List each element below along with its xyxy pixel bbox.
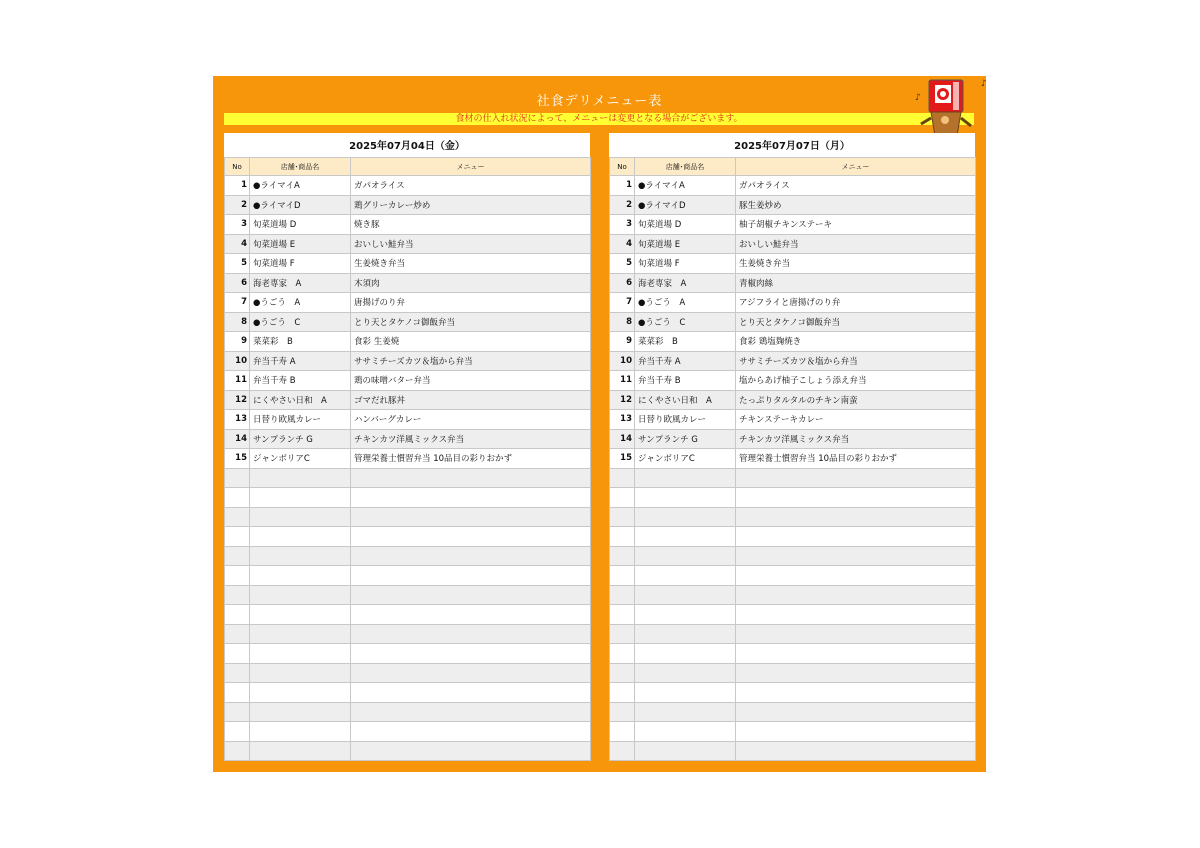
empty-cell [250, 585, 351, 605]
empty-cell [610, 585, 635, 605]
row-no: 6 [225, 273, 250, 293]
table-row [610, 293, 976, 313]
row-no: 5 [225, 254, 250, 274]
empty-row [610, 702, 976, 722]
row-store: 菜菜彩 B [635, 332, 736, 352]
row-no: 14 [610, 429, 635, 449]
empty-cell [610, 507, 635, 527]
svg-text:♪: ♪ [981, 79, 987, 89]
row-store: 日替り欧風カレー [250, 410, 351, 430]
row-menu: アジフライと唐揚げのり弁 [736, 293, 976, 313]
empty-cell [250, 527, 351, 547]
empty-row [225, 468, 591, 488]
row-no: 2 [225, 195, 250, 215]
header-menu: メニュー [736, 158, 976, 176]
empty-row [225, 702, 591, 722]
empty-cell [736, 605, 976, 625]
menu-panel-left [224, 133, 590, 760]
empty-row [610, 566, 976, 586]
row-store: 旬菜道場 E [635, 234, 736, 254]
row-menu: チキンステーキカレー [736, 410, 976, 430]
row-store: ●うごう A [635, 293, 736, 313]
row-no: 12 [610, 390, 635, 410]
row-store: 菜菜彩 B [250, 332, 351, 352]
row-menu: 焼き豚 [351, 215, 591, 235]
empty-cell [635, 468, 736, 488]
table-row [225, 429, 591, 449]
empty-cell [736, 624, 976, 644]
empty-row [610, 624, 976, 644]
row-menu: 管理栄養士慣習弁当 10品目の彩りおかず [351, 449, 591, 469]
row-menu: とり天とタケノコ御飯弁当 [351, 312, 591, 332]
row-no: 2 [610, 195, 635, 215]
empty-cell [635, 741, 736, 761]
table-row [610, 332, 976, 352]
row-menu: ササミチーズカツ＆塩から弁当 [736, 351, 976, 371]
empty-cell [736, 663, 976, 683]
row-menu: 木須肉 [351, 273, 591, 293]
row-no: 4 [225, 234, 250, 254]
empty-row [225, 722, 591, 742]
row-no: 6 [610, 273, 635, 293]
row-store: ●ライマイA [250, 176, 351, 196]
empty-cell [736, 722, 976, 742]
table-row [225, 351, 591, 371]
row-store: 海老専家 A [250, 273, 351, 293]
row-store: ●ライマイA [635, 176, 736, 196]
row-no: 7 [225, 293, 250, 313]
table-row [225, 195, 591, 215]
empty-cell [610, 722, 635, 742]
table-row [225, 390, 591, 410]
empty-cell [351, 546, 591, 566]
empty-row [225, 605, 591, 625]
row-menu: ゴマだれ豚丼 [351, 390, 591, 410]
empty-cell [250, 683, 351, 703]
empty-cell [225, 663, 250, 683]
empty-cell [250, 468, 351, 488]
empty-row [225, 527, 591, 547]
empty-cell [351, 644, 591, 664]
empty-cell [225, 527, 250, 547]
empty-cell [635, 644, 736, 664]
empty-row [610, 644, 976, 664]
empty-cell [351, 683, 591, 703]
empty-row [225, 644, 591, 664]
row-store: サンプランチ G [250, 429, 351, 449]
header-store: 店舗･商品名 [635, 158, 736, 176]
table-row [610, 429, 976, 449]
row-store: ●ライマイD [250, 195, 351, 215]
row-store: にくやさい日和 A [250, 390, 351, 410]
row-menu: ガパオライス [736, 176, 976, 196]
empty-cell [736, 527, 976, 547]
empty-cell [610, 468, 635, 488]
empty-row [225, 488, 591, 508]
empty-cell [736, 644, 976, 664]
row-menu: ササミチーズカツ＆塩から弁当 [351, 351, 591, 371]
table-row [610, 195, 976, 215]
empty-cell [635, 546, 736, 566]
empty-cell [351, 722, 591, 742]
empty-cell [635, 488, 736, 508]
empty-row [610, 663, 976, 683]
empty-cell [736, 507, 976, 527]
empty-cell [351, 624, 591, 644]
row-store: ●うごう C [250, 312, 351, 332]
row-no: 15 [610, 449, 635, 469]
row-menu: 生姜焼き弁当 [351, 254, 591, 274]
table-row [610, 273, 976, 293]
header-store: 店舗･商品名 [250, 158, 351, 176]
row-store: 旬菜道場 F [250, 254, 351, 274]
empty-cell [610, 605, 635, 625]
row-no: 10 [610, 351, 635, 371]
row-store: 弁当千寿 B [635, 371, 736, 391]
row-no: 11 [225, 371, 250, 391]
row-store: 弁当千寿 A [250, 351, 351, 371]
svg-text:♪: ♪ [915, 93, 921, 103]
row-menu: とり天とタケノコ御飯弁当 [736, 312, 976, 332]
row-no: 12 [225, 390, 250, 410]
empty-cell [250, 663, 351, 683]
empty-row [225, 624, 591, 644]
empty-cell [351, 663, 591, 683]
row-no: 9 [610, 332, 635, 352]
row-menu: 食彩 鶏塩麹焼き [736, 332, 976, 352]
table-row [225, 215, 591, 235]
menu-table [224, 157, 591, 761]
row-no: 15 [225, 449, 250, 469]
table-row [610, 390, 976, 410]
row-store: ●うごう A [250, 293, 351, 313]
empty-cell [610, 683, 635, 703]
row-no: 4 [610, 234, 635, 254]
row-menu: 鶏グリーカレー炒め [351, 195, 591, 215]
row-menu: 塩からあげ柚子こしょう添え弁当 [736, 371, 976, 391]
empty-cell [736, 488, 976, 508]
empty-cell [351, 566, 591, 586]
row-menu: ハンバーグカレー [351, 410, 591, 430]
empty-cell [351, 468, 591, 488]
row-menu: チキンカツ洋風ミックス弁当 [736, 429, 976, 449]
row-no: 14 [225, 429, 250, 449]
empty-row [225, 566, 591, 586]
empty-cell [736, 702, 976, 722]
empty-cell [635, 527, 736, 547]
table-row [225, 449, 591, 469]
empty-cell [225, 488, 250, 508]
table-row [610, 351, 976, 371]
row-store: ●うごう C [635, 312, 736, 332]
row-no: 9 [225, 332, 250, 352]
empty-cell [635, 702, 736, 722]
empty-cell [610, 741, 635, 761]
empty-row [225, 663, 591, 683]
row-menu: 柚子胡椒チキンステーキ [736, 215, 976, 235]
row-menu: チキンカツ洋風ミックス弁当 [351, 429, 591, 449]
row-menu: たっぷりタルタルのチキン南蛮 [736, 390, 976, 410]
empty-cell [250, 702, 351, 722]
notice-banner: 食材の仕入れ状況によって、メニューは変更となる場合がございます。 [224, 113, 974, 125]
empty-cell [225, 702, 250, 722]
row-menu: 青椒肉絲 [736, 273, 976, 293]
empty-cell [635, 722, 736, 742]
row-store: 弁当千寿 B [250, 371, 351, 391]
empty-cell [635, 683, 736, 703]
empty-cell [225, 566, 250, 586]
empty-row [225, 546, 591, 566]
row-no: 1 [610, 176, 635, 196]
empty-cell [635, 605, 736, 625]
empty-cell [225, 605, 250, 625]
row-menu: 食彩 生姜焼 [351, 332, 591, 352]
table-row [225, 312, 591, 332]
empty-cell [225, 722, 250, 742]
empty-cell [635, 585, 736, 605]
empty-cell [736, 468, 976, 488]
table-row [225, 332, 591, 352]
row-no: 10 [225, 351, 250, 371]
table-row [225, 176, 591, 196]
empty-cell [351, 702, 591, 722]
row-no: 5 [610, 254, 635, 274]
table-row [610, 176, 976, 196]
empty-cell [635, 663, 736, 683]
empty-cell [610, 527, 635, 547]
empty-cell [610, 546, 635, 566]
empty-cell [610, 566, 635, 586]
row-menu: 管理栄養士慣習弁当 10品目の彩りおかず [736, 449, 976, 469]
empty-cell [225, 585, 250, 605]
empty-cell [736, 585, 976, 605]
panel-date: 2025年07月07日（月） [734, 141, 850, 152]
row-no: 7 [610, 293, 635, 313]
empty-cell [225, 644, 250, 664]
empty-row [610, 468, 976, 488]
empty-cell [610, 702, 635, 722]
row-no: 13 [225, 410, 250, 430]
empty-row [225, 585, 591, 605]
empty-row [610, 722, 976, 742]
table-row [610, 449, 976, 469]
table-row [610, 371, 976, 391]
empty-row [225, 507, 591, 527]
empty-cell [635, 624, 736, 644]
table-row [610, 410, 976, 430]
table-row [225, 273, 591, 293]
empty-cell [736, 741, 976, 761]
empty-cell [610, 644, 635, 664]
table-row [610, 234, 976, 254]
menu-panel-right [609, 133, 975, 760]
row-store: 海老専家 A [635, 273, 736, 293]
header-no: No [225, 158, 250, 176]
empty-cell [610, 624, 635, 644]
row-no: 1 [225, 176, 250, 196]
empty-cell [351, 585, 591, 605]
row-no: 3 [225, 215, 250, 235]
empty-row [225, 741, 591, 761]
row-store: ジャンボリアC [635, 449, 736, 469]
row-menu: 唐揚げのり弁 [351, 293, 591, 313]
empty-cell [250, 741, 351, 761]
row-store: 旬菜道場 D [635, 215, 736, 235]
empty-cell [225, 507, 250, 527]
empty-cell [250, 488, 351, 508]
empty-cell [250, 605, 351, 625]
empty-row [610, 527, 976, 547]
empty-cell [351, 488, 591, 508]
empty-row [225, 683, 591, 703]
empty-cell [610, 488, 635, 508]
row-menu: おいしい鮭弁当 [351, 234, 591, 254]
empty-cell [250, 722, 351, 742]
menu-table [609, 157, 976, 761]
empty-cell [225, 468, 250, 488]
empty-cell [250, 546, 351, 566]
table-row [225, 234, 591, 254]
table-row [225, 293, 591, 313]
empty-row [610, 546, 976, 566]
header-menu: メニュー [351, 158, 591, 176]
row-no: 3 [610, 215, 635, 235]
menu-sheet [213, 76, 986, 772]
empty-cell [225, 683, 250, 703]
empty-cell [225, 546, 250, 566]
empty-cell [250, 507, 351, 527]
row-store: サンプランチ G [635, 429, 736, 449]
empty-cell [736, 566, 976, 586]
empty-row [610, 585, 976, 605]
header-no: No [610, 158, 635, 176]
empty-cell [225, 741, 250, 761]
row-menu: ガパオライス [351, 176, 591, 196]
row-store: 弁当千寿 A [635, 351, 736, 371]
row-store: 旬菜道場 F [635, 254, 736, 274]
empty-row [610, 683, 976, 703]
table-row [610, 254, 976, 274]
empty-row [610, 741, 976, 761]
row-menu: 鶏の味噌バター弁当 [351, 371, 591, 391]
table-row [225, 371, 591, 391]
page-title: 社食デリメニュー表 [536, 94, 663, 109]
empty-cell [225, 624, 250, 644]
empty-cell [635, 507, 736, 527]
row-store: にくやさい日和 A [635, 390, 736, 410]
row-store: 旬菜道場 D [250, 215, 351, 235]
empty-cell [250, 644, 351, 664]
empty-cell [635, 566, 736, 586]
empty-cell [736, 683, 976, 703]
panel-date: 2025年07月04日（金） [349, 141, 465, 152]
table-row [610, 215, 976, 235]
row-no: 13 [610, 410, 635, 430]
empty-cell [250, 624, 351, 644]
empty-row [610, 507, 976, 527]
row-no: 8 [610, 312, 635, 332]
row-menu: おいしい鮭弁当 [736, 234, 976, 254]
table-row [610, 312, 976, 332]
row-store: ●ライマイD [635, 195, 736, 215]
empty-row [610, 488, 976, 508]
empty-row [610, 605, 976, 625]
row-store: 日替り欧風カレー [635, 410, 736, 430]
table-row [225, 254, 591, 274]
row-store: 旬菜道場 E [250, 234, 351, 254]
empty-cell [351, 741, 591, 761]
empty-cell [351, 605, 591, 625]
table-row [225, 410, 591, 430]
row-store: ジャンボリアC [250, 449, 351, 469]
empty-cell [250, 566, 351, 586]
empty-cell [610, 663, 635, 683]
row-menu: 生姜焼き弁当 [736, 254, 976, 274]
row-no: 8 [225, 312, 250, 332]
row-no: 11 [610, 371, 635, 391]
empty-cell [351, 527, 591, 547]
row-menu: 豚生姜炒め [736, 195, 976, 215]
empty-cell [351, 507, 591, 527]
empty-cell [736, 546, 976, 566]
